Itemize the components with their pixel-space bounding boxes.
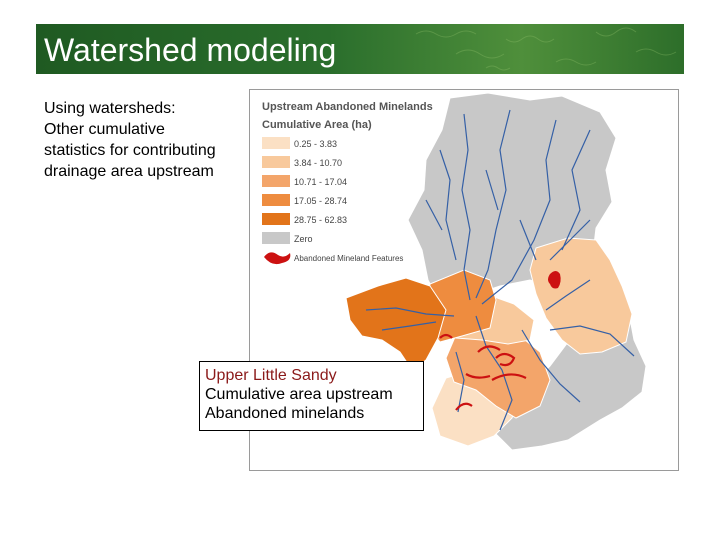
legend-label: 0.25 - 3.83: [294, 139, 338, 149]
legend-label: 10.71 - 17.04: [294, 177, 348, 187]
legend-swatch: [262, 232, 290, 244]
legend-label: 17.05 - 28.74: [294, 196, 348, 206]
caption-line: Upper Little Sandy: [205, 367, 337, 384]
body-line: Using watersheds:: [44, 100, 176, 117]
legend-swatch: [262, 137, 290, 149]
body-line: drainage area upstream: [44, 163, 214, 180]
slide-title: Watershed modeling: [44, 32, 337, 68]
title-bar: [36, 24, 684, 74]
legend-swatch: [262, 213, 290, 225]
tan-area-region: [530, 238, 632, 354]
body-line: statistics for contributing: [44, 142, 216, 159]
legend-swatch: [262, 194, 290, 206]
caption-line: Abandoned minelands: [205, 405, 365, 422]
body-line: Other cumulative: [44, 121, 165, 138]
legend-swatch-mineland: [264, 252, 290, 264]
map-legend: [262, 137, 403, 264]
legend-label: Abandoned Mineland Features: [294, 254, 404, 263]
legend-label: 3.84 - 10.70: [294, 158, 343, 168]
legend-swatch: [262, 156, 290, 168]
body-text: [44, 98, 244, 182]
legend-label: Zero: [294, 234, 313, 244]
legend-label: 28.75 - 62.83: [294, 215, 348, 225]
caption-box: [199, 361, 424, 431]
legend-swatch: [262, 175, 290, 187]
caption-line: Cumulative area upstream: [205, 386, 393, 403]
map-subtitle: Cumulative Area (ha): [262, 119, 372, 131]
map-title: Upstream Abandoned Minelands: [262, 101, 433, 113]
highest-area-region: [346, 278, 446, 370]
